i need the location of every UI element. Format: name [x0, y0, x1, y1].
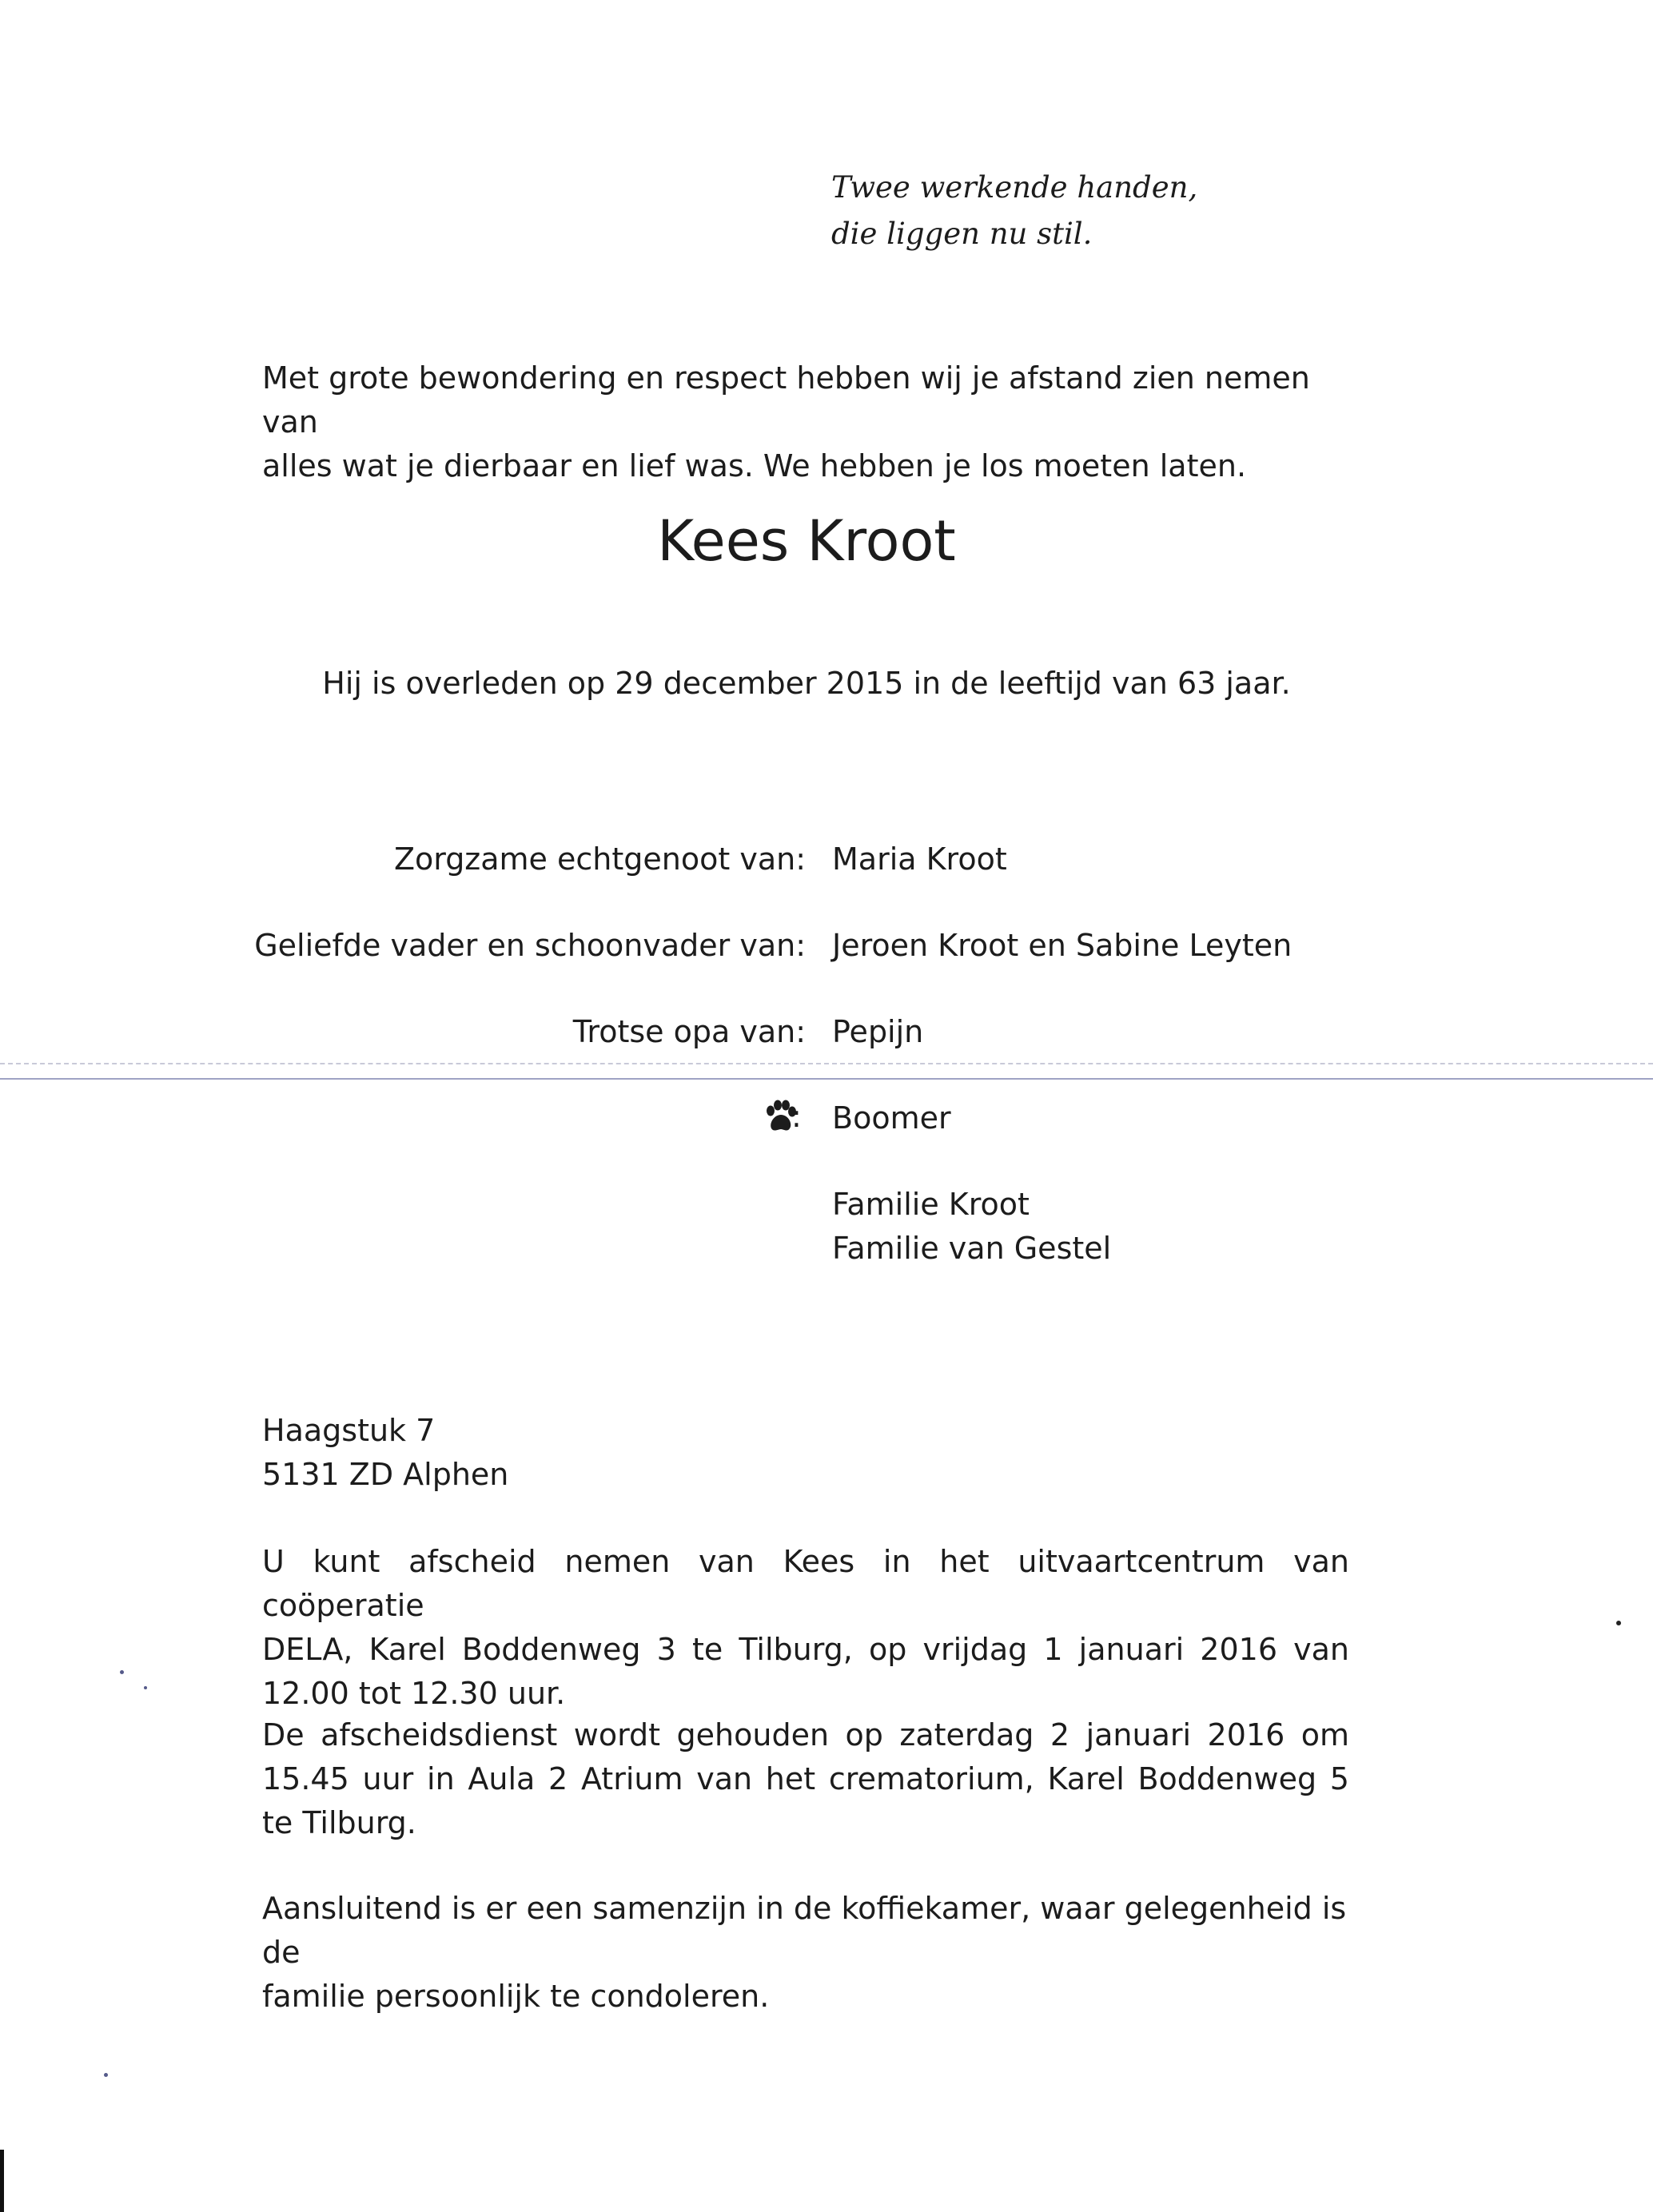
intro-text	[262, 356, 1349, 488]
pet-colon: :	[791, 1099, 802, 1134]
relation-label-grandchild: Trotse opa van:	[572, 1014, 806, 1049]
poem-line-1: Twee werkende handen,	[831, 170, 1198, 205]
visitation-line-2: DELA, Karel Boddenweg 3 te Tilburg, op vrijdag 1 januari 2016 van	[262, 1632, 1349, 1667]
service-line-1: De afscheidsdienst wordt gehouden op zaterdag 2 januari 2016 om	[262, 1717, 1349, 1752]
intro-line-2: alles wat je dierbaar en lief was. We hebben je los moeten laten.	[262, 448, 1247, 483]
poem	[831, 165, 1197, 257]
relation-value-children: Jeroen Kroot en Sabine Leyten	[832, 928, 1293, 963]
death-notice: Hij is overleden op 29 december 2015 in de leeftijd van 63 jaar.	[322, 666, 1291, 701]
closing-line-2: familie persoonlijk te condoleren.	[262, 1979, 770, 2014]
visitation-line-3: 12.00 tot 12.30 uur.	[262, 1676, 566, 1711]
scan-margin-mark	[0, 2150, 4, 2212]
scan-speck	[144, 1686, 147, 1689]
poem-line-2: die liggen nu stil.	[831, 217, 1093, 251]
relation-value-grandchild: Pepijn	[832, 1014, 924, 1049]
intro-line-1: Met grote bewondering en respect hebben wij je afstand zien nemen van	[262, 360, 1310, 440]
closing-line-1: Aansluitend is er een samenzijn in de koffiekamer, waar gelegenheid is de	[262, 1891, 1347, 1970]
family-1: Familie Kroot	[832, 1187, 1030, 1222]
address-city: 5131 ZD Alphen	[262, 1457, 509, 1492]
scan-speck	[104, 2073, 108, 2077]
service-paragraph	[262, 1713, 1349, 1845]
address	[262, 1409, 1349, 1497]
address-street: Haagstuk 7	[262, 1413, 436, 1448]
deceased-name: Kees Kroot	[657, 508, 956, 574]
visitation-line-1: U kunt afscheid nemen van Kees in het uitvaartcentrum van coöperatie	[262, 1544, 1349, 1623]
fold-line	[0, 1078, 1653, 1080]
scan-speck	[1616, 1621, 1621, 1625]
scan-speck	[120, 1670, 124, 1674]
relation-label-children: Geliefde vader en schoonvader van:	[254, 928, 806, 963]
fold-line-dashed	[0, 1063, 1653, 1064]
service-line-3: te Tilburg.	[262, 1805, 416, 1840]
service-line-2: 15.45 uur in Aula 2 Atrium van het crematorium, Karel Boddenweg 5	[262, 1761, 1349, 1796]
relation-value-spouse: Maria Kroot	[832, 841, 1007, 877]
closing-paragraph	[262, 1887, 1349, 2019]
family-2: Familie van Gestel	[832, 1231, 1112, 1266]
relation-label-spouse: Zorgzame echtgenoot van:	[393, 841, 806, 877]
visitation-paragraph	[262, 1540, 1349, 1716]
pet-name: Boomer	[832, 1100, 951, 1136]
